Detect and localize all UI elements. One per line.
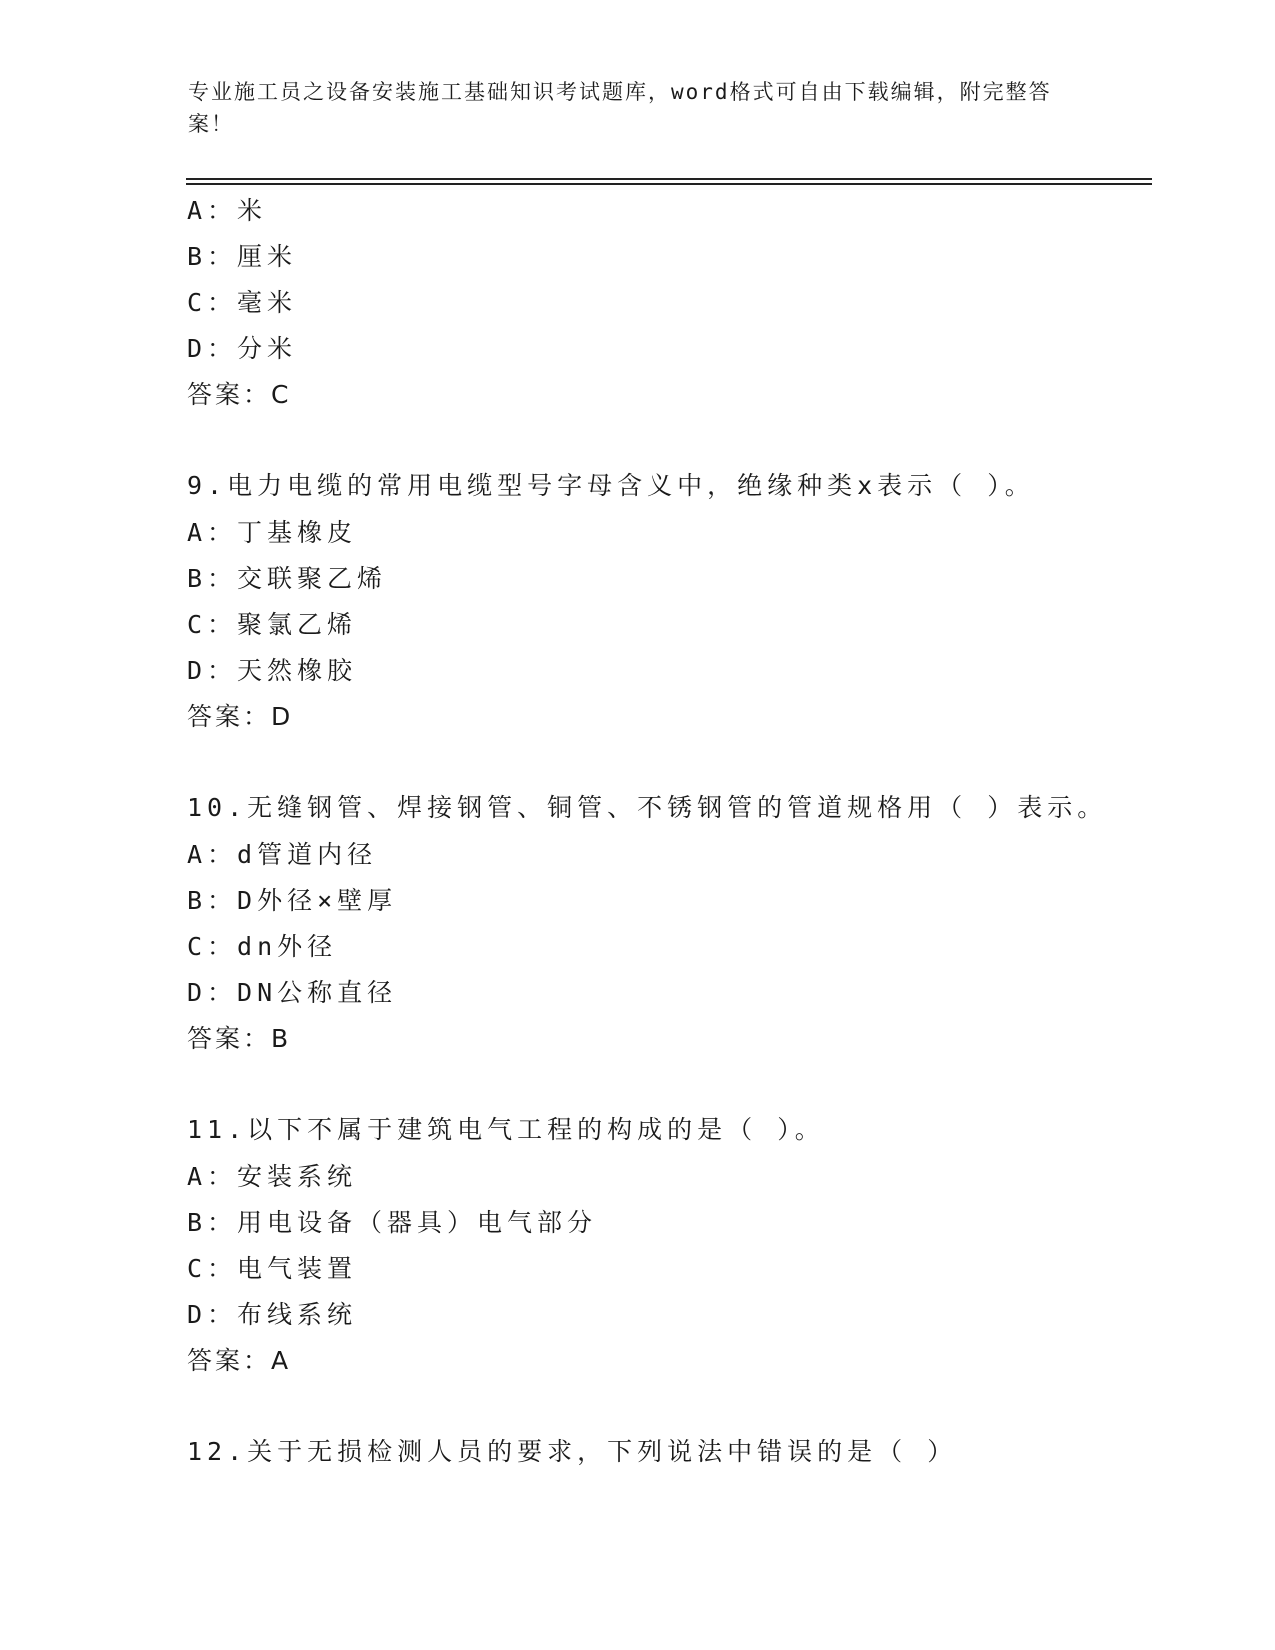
answer-label: 答案：A — [187, 1346, 292, 1375]
option-d: D：分米 — [187, 334, 298, 363]
option-b: B：D外径×壁厚 — [187, 886, 398, 915]
spacer — [187, 1384, 1167, 1428]
spacer — [187, 1062, 1167, 1106]
option-c: C：dn外径 — [187, 932, 338, 961]
option-d: D：布线系统 — [187, 1300, 358, 1329]
answer-label: 答案：C — [187, 380, 292, 409]
answer-label: 答案：D — [187, 702, 294, 731]
question-text: 12.关于无损检测人员的要求，下列说法中错误的是（ ） — [187, 1437, 958, 1466]
option-c: C：聚氯乙烯 — [187, 610, 358, 639]
question-block-8 — [187, 188, 1167, 418]
option-a: A：d管道内径 — [187, 840, 378, 869]
question-block-11 — [187, 1106, 1167, 1384]
question-text: 11.以下不属于建筑电气工程的构成的是（ ）。 — [187, 1115, 825, 1144]
answer-label: 答案：B — [187, 1024, 292, 1053]
option-c: C：毫米 — [187, 288, 298, 317]
option-b: B：交联聚乙烯 — [187, 564, 388, 593]
option-c: C：电气装置 — [187, 1254, 358, 1283]
option-d: D：DN公称直径 — [187, 978, 398, 1007]
option-a: A：丁基橡皮 — [187, 518, 358, 547]
header-divider-bottom — [186, 183, 1152, 185]
question-list — [187, 188, 1167, 1476]
option-b: B：厘米 — [187, 242, 298, 271]
question-text: 9.电力电缆的常用电缆型号字母含义中，绝缘种类x表示（ ）。 — [187, 471, 1035, 500]
option-d: D：天然橡胶 — [187, 656, 358, 685]
spacer — [187, 740, 1167, 784]
question-block-12 — [187, 1428, 1167, 1476]
question-block-9 — [187, 462, 1167, 740]
document-header: 专业施工员之设备安装施工基础知识考试题库，word格式可自由下载编辑，附完整答案！ — [188, 80, 1052, 136]
spacer — [187, 418, 1167, 462]
header-divider-top — [186, 178, 1152, 180]
question-block-10 — [187, 784, 1167, 1062]
option-a: A：米 — [187, 196, 268, 225]
option-a: A：安装系统 — [187, 1162, 358, 1191]
question-text: 10.无缝钢管、焊接钢管、铜管、不锈钢管的管道规格用（ ）表示。 — [187, 793, 1108, 822]
option-b: B：用电设备（器具）电气部分 — [187, 1208, 598, 1237]
